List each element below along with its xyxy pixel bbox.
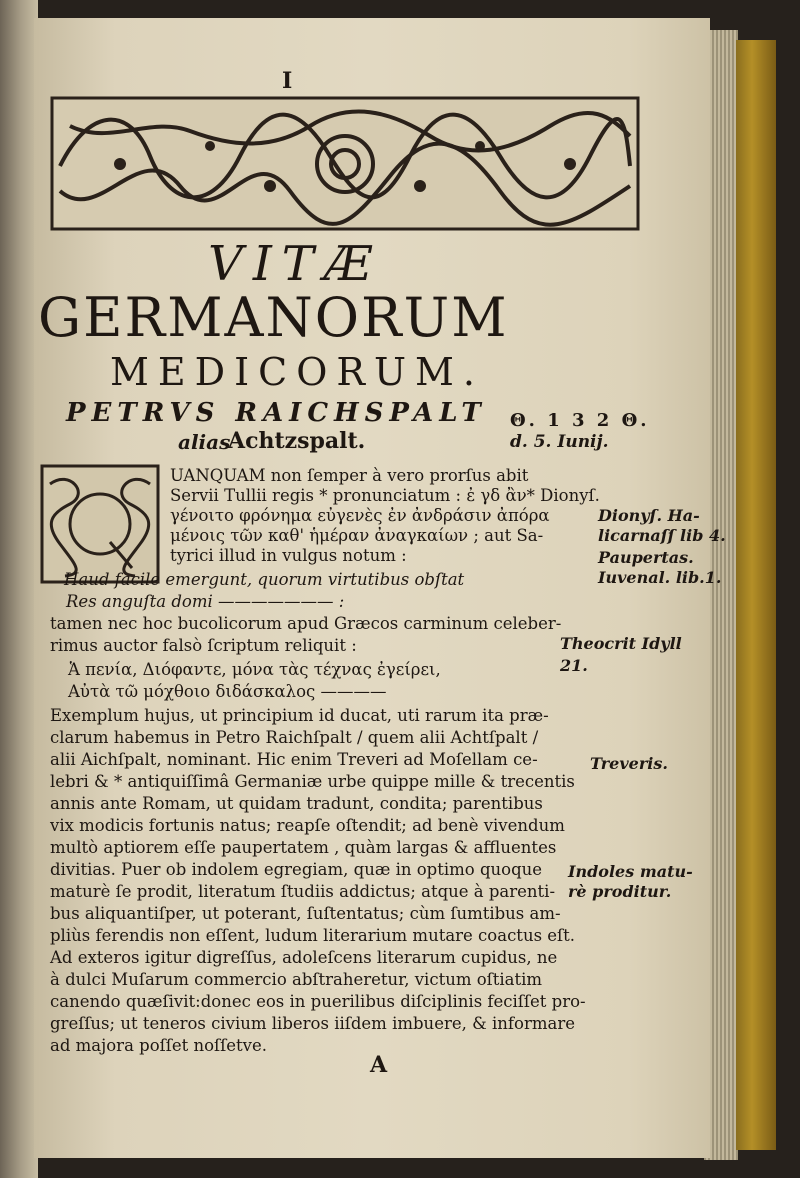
- margin-note: licarnaſſ lib 4.: [598, 526, 726, 545]
- title-germanorum: GERMANORUM: [38, 286, 509, 349]
- margin-note: rè proditur.: [568, 882, 672, 901]
- margin-note: Treveris.: [590, 754, 668, 773]
- text-line-5: tyrici illud in vulgus notum :: [170, 546, 407, 565]
- text-line-23: Ad exteros igitur digreſſus, adoleſcens literarum cupidus, ne: [50, 948, 558, 967]
- text-line-25: canendo quæſivit:donec eos in puerilibus diſciplinis feciſſet pro-: [50, 992, 586, 1011]
- text-line-12: Exemplum hujus, ut principium id ducat, uti rarum ita præ-: [50, 706, 549, 725]
- decorated-initial-q: [40, 464, 160, 584]
- text-line-19: divitias. Puer ob indolem egregiam, quæ in optimo quoque: [50, 860, 543, 879]
- text-line-3: γένοιτο φρόνημα εὐγενὲς ἐν ἀνδράσιν ἀπόρα: [170, 506, 550, 525]
- page-number: I: [282, 68, 293, 94]
- text-line-4: μένοις τῶν καθ' ἡμέραν ἀναγκαίων ; aut Sa-: [170, 526, 544, 545]
- text-line-16: annis ante Romam, ut quidam tradunt, condita; parentibus: [50, 794, 543, 813]
- catchword: A: [370, 1052, 388, 1078]
- text-line-15: lebri & * antiquiſſimâ Germaniæ urbe quippe mille & trecentis: [50, 772, 575, 791]
- cover-edge: [736, 40, 776, 1150]
- text-line-8: tamen nec hoc bucolicorum apud Græcos carminum celeber-: [50, 614, 562, 633]
- text-line-13: clarum habemus in Petro Raichſpalt / quem alii Achtſpalt /: [50, 728, 539, 747]
- text-line-10: Ἁ πενία, Διόφαντε, μόνα τὰς τέχνας ἐγείρει,: [68, 660, 441, 679]
- text-line-24: à dulci Muſarum commercio abſtraheretur, victum oſtiatim: [50, 970, 543, 989]
- text-line-20: maturè ſe prodit, literatum ſtudiis addictus; atque à parenti-: [50, 882, 556, 901]
- margin-note: Dionyſ. Ha-: [598, 506, 700, 525]
- alias-name: Achtzspalt.: [228, 428, 366, 454]
- physician-name: PETRVS RAICHSPALT: [66, 398, 487, 428]
- text-line-22: pliùs ferendis non eſſent, ludum literarium mutare coactus eſt.: [50, 926, 576, 945]
- margin-note: 21.: [560, 656, 588, 675]
- text-line-17: vix modicis fortunis natus; reapſe oſtendit; ad benè vivendum: [50, 816, 565, 835]
- margin-note: Iuvenal. lib.1.: [598, 568, 722, 587]
- text-line-14: alii Aichſpalt, nominant. Hic enim Treveri ad Moſellam ce-: [50, 750, 538, 769]
- alias-label: alias: [178, 430, 231, 454]
- text-line-2: Servii Tullii regis * pronunciatum : ἐ γδ ἂν* Dionyſ.: [170, 486, 600, 505]
- text-line-9: rimus auctor falsò ſcriptum reliquit :: [50, 636, 357, 655]
- text-line-18: multò aptiorem eſſe paupertatem , quàm largas & affluentes: [50, 838, 557, 857]
- date-note: d. 5. Iunij.: [510, 432, 609, 452]
- text-line-27: ad majora poſſet noſſetve.: [50, 1036, 267, 1055]
- margin-note: Theocrit Idyll: [560, 634, 682, 653]
- text-line-26: greſſus; ut teneros civium liberos iiſdem imbuere, & informare: [50, 1014, 575, 1033]
- text-line-1: UANQUAM non ſemper à vero prorſus abit: [170, 466, 529, 485]
- left-page-edge: [0, 0, 38, 1178]
- text-line-21: bus aliquantiſper, ut poterant, ſuſtentatus; cùm ſumtibus am-: [50, 904, 561, 923]
- text-line-6: Haud facile emergunt, quorum virtutibus obſtat: [64, 570, 465, 589]
- margin-note: Indoles matu-: [568, 862, 693, 881]
- text-line-7: Res anguſta domi ——————— :: [66, 592, 345, 611]
- year-note: Θ. 1 3 2 Θ.: [510, 410, 650, 431]
- text-line-11: Αὐτὰ τῶ μόχθοιο διδάσκαλος ————: [68, 682, 387, 701]
- headpiece-ornament: [50, 96, 640, 231]
- title-vitae: VITÆ: [208, 236, 382, 292]
- margin-note: Paupertas.: [598, 548, 694, 567]
- title-medicorum: MEDICORUM.: [110, 350, 484, 394]
